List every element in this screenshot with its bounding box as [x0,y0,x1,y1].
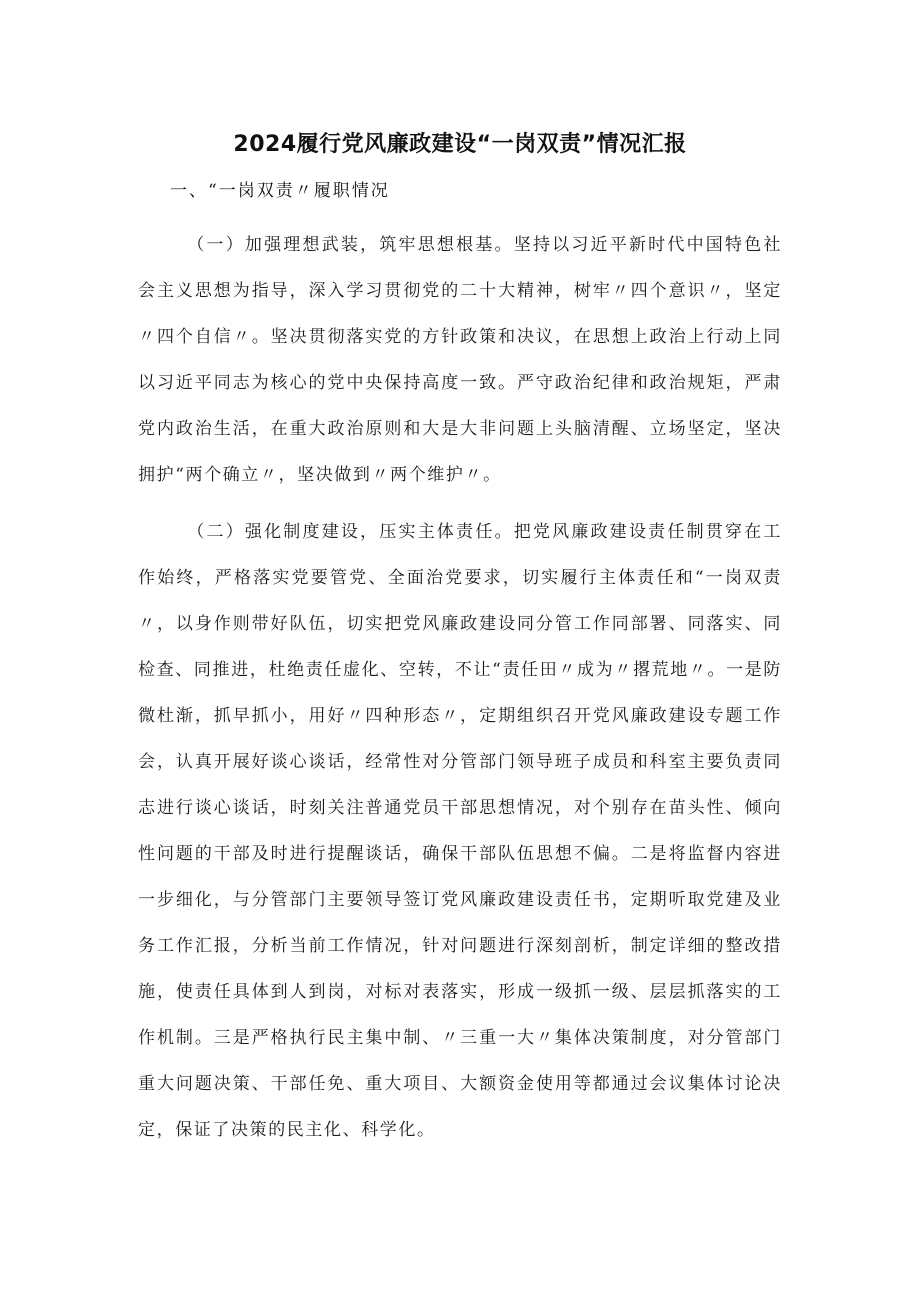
paragraph-2: （二）强化制度建设，压实主体责任。把党风廉政建设责任制贯穿在工作始终，严格落实党要管党、全面治党要求，切实履行主体责任和“一岗双责〃，以身作则带好队伍，切实把党风廉政建设同分管工作同部署、同落实、同检查、同推进，杜绝责任虚化、空转，不让“责任田〃成为〃撂荒地〃。一是防微杜渐，抓早抓小，用好〃四种形态〃，定期组织召开党风廉政建设专题工作会，认真开展好谈心谈话，经常性对分管部门领导班子成员和科室主要负责同志进行谈心谈话，时刻关注普通党员干部思想情况，对个别存在苗头性、倾向性问题的干部及时进行提醒谈话，确保干部队伍思想不偏。二是将监督内容进一步细化，与分管部门主要领导签订党风廉政建设责任书，定期听取党建及业务工作汇报，分析当前工作情况，针对问题进行深刻剖析，制定详细的整改措施，使责任具体到人到岗，对标对表落实，形成一级抓一级、层层抓落实的工作机制。三是严格执行民主集中制、〃三重一大〃集体决策制度，对分管部门重大问题决策、干部任免、重大项目、大额资金使用等都通过会议集体讨论决定，保证了决策的民主化、科学化。 [138,522,782,1140]
document-title: 2024履行党风廉政建设“一岗双责”情况汇报 [233,132,687,157]
section-heading: 一、“一岗双责〃履职情况 [170,181,390,201]
paragraph-1: （一）加强理想武装，筑牢思想根基。坚持以习近平新时代中国特色社会主义思想为指导，深入学习贯彻党的二十大精神，树牢〃四个意识〃，坚定〃四个自信〃。坚决贯彻落实党的方针政策和决议，在思想上政治上行动上同以习近平同志为核心的党中央保持高度一致。严守政治纪律和政治规矩，严肃党内政治生活，在重大政治原则和大是大非问题上头脑清醒、立场坚定，坚决拥护“两个确立〃，坚决做到〃两个维护〃。 [138,235,782,485]
